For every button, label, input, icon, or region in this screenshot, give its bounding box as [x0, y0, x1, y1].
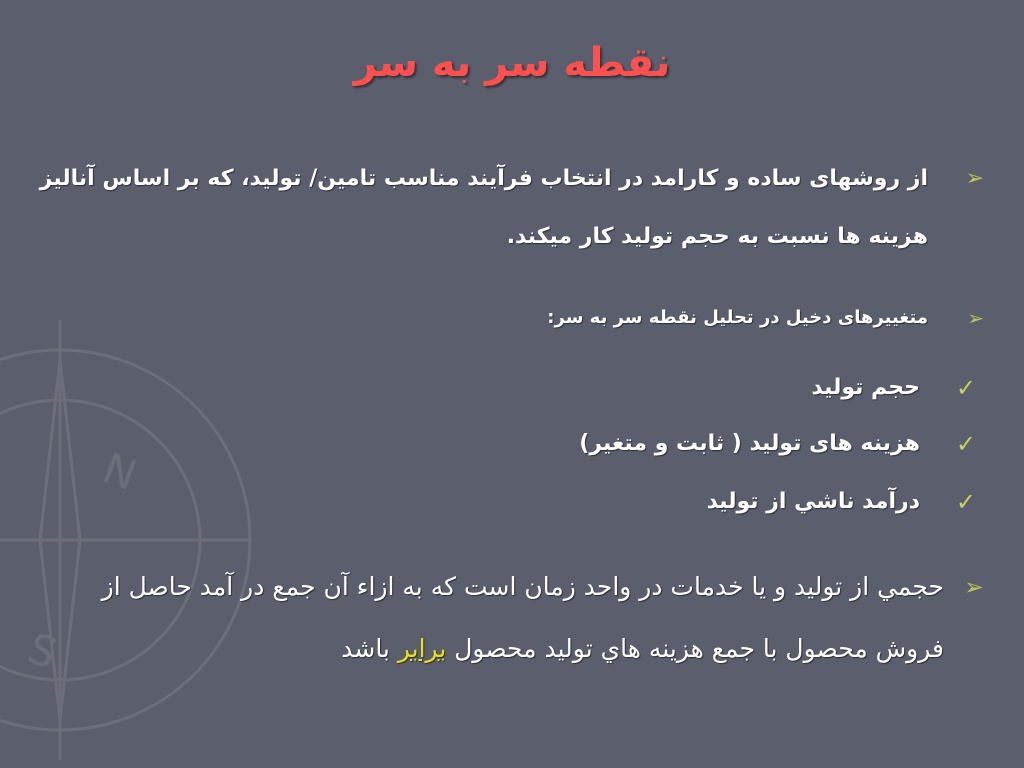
watermark-n: N	[96, 443, 143, 501]
bullet-variables	[30, 300, 984, 336]
text-before: حجمي از توليد و يا خدمات در واحد زمان است كه به ازاء آن جمع در آمد حاصل از فروش محصول با جمع هزينه هاي توليد محصول	[101, 572, 944, 663]
check-icon: ✓	[955, 374, 976, 402]
check-text: درآمد ناشي از توليد	[706, 489, 920, 514]
check-item-costs	[579, 424, 976, 464]
text-after: باشد	[341, 634, 390, 663]
check-text: هزينه های توليد ( ثابت و متغير)	[579, 431, 920, 456]
arrow-bullet-icon: ➢	[967, 306, 984, 330]
check-item-volume	[811, 368, 976, 408]
bullet-text	[70, 556, 944, 680]
check-item-revenue	[707, 482, 976, 522]
bullet-breakeven-definition	[70, 556, 984, 680]
highlighted-word[interactable]: برابر	[397, 634, 447, 663]
bullet-text: متغييرهای دخيل در تحليل نقطه سر به سر:	[547, 307, 928, 328]
arrow-bullet-icon: ➢	[965, 166, 984, 191]
arrow-bullet-icon: ➢	[963, 573, 984, 601]
bullet-definition	[30, 150, 984, 266]
check-text: حجم توليد	[811, 375, 920, 400]
watermark-s: S	[21, 623, 64, 679]
slide-title: نقطه سر به سر	[353, 40, 671, 86]
check-icon: ✓	[955, 430, 976, 458]
compass-watermark	[0, 300, 260, 768]
bullet-text: از روشهای ساده و كارامد در انتخاب فرآيند مناسب تامين/ توليد، كه بر اساس آناليز هزينه ها نسبت به حجم توليد كار ميكند.	[39, 166, 928, 249]
check-icon: ✓	[955, 488, 976, 516]
